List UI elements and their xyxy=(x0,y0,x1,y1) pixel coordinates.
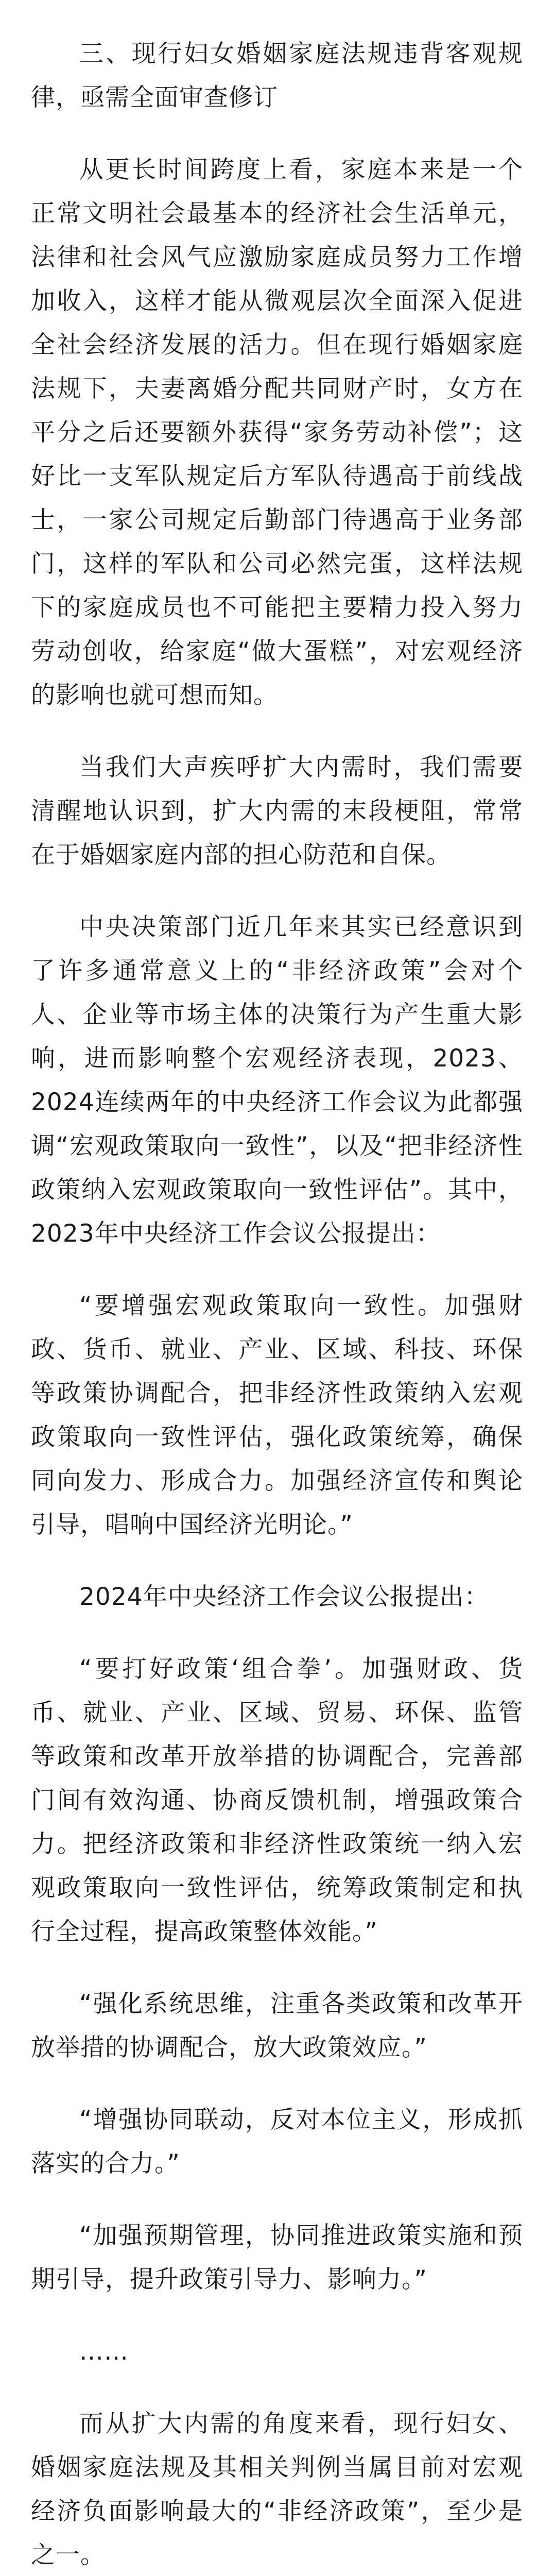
quote-paragraph: “要打好政策‘组合拳’。加强财政、货币、就业、产业、区域、贸易、环保、监管等政策和改革开放举措的协调配合，完善部门间有效沟通、协商反馈机制，增强政策合力。把经济政策和非经济性政策统一纳入宏观政策取向一致性评估，统筹政策制定和执行全过程，提高政策整体效能。” xyxy=(31,1655,523,1946)
quote-paragraph: “增强协同联动，反对本位主义，形成抓落实的合力。” xyxy=(31,2106,523,2178)
paragraph: 而从扩大内需的角度来看，现行妇女、婚姻家庭法规及其相关判例当属目前对宏观经济负面影响最大的“非经济政策”，至少是之一。 xyxy=(31,2410,523,2569)
paragraph: 从更长时间跨度上看，家庭本来是一个正常文明社会最基本的经济社会生活单元，法律和社会风气应激励家庭成员努力工作增加收入，这样才能从微观层次全面深入促进全社会经济发展的活力。但在现行婚姻家庭法规下，夫妻离婚分配共同财产时，女方在平分之后还要额外获得“家务劳动补偿”；这好比一支军队规定后方军队待遇高于前线战士，一家公司规定后勤部门待遇高于业务部门，这样的军队和公司必然完蛋，这样法规下的家庭成员也不可能把主要精力投入努力劳动创收，给家庭“做大蛋糕”，对宏观经济的影响也就可想而知。 xyxy=(31,156,523,709)
paragraph: 2024年中央经济工作会议公报提出： xyxy=(79,1583,489,1611)
quote-paragraph: “加强预期管理，协同推进政策实施和预期引导，提升政策引导力、影响力。” xyxy=(31,2222,523,2294)
paragraph: 当我们大声疾呼扩大内需时，我们需要清醒地认识到，扩大内需的末段梗阻，常常在于婚姻家庭内部的担心防范和自保。 xyxy=(31,753,523,869)
paragraph: 中央决策部门近几年来其实已经意识到了许多通常意义上的“非经济政策”会对个人、企业等市场主体的决策行为产生重大影响，进而影响整个宏观经济表现，2023、2024连续两年的中央经济工作会议为此都强调“宏观政策取向一致性”，以及“把非经济性政策纳入宏观政策取向一致性评估”。其中，2023年中央经济工作会议公报提出： xyxy=(31,913,523,1248)
quote-paragraph: “强化系统思维，注重各类政策和改革开放举措的协调配合，放大政策效应。” xyxy=(31,1990,523,2062)
section-heading: 三、现行妇女婚姻家庭法规违背客观规律，亟需全面审查修订 xyxy=(31,40,523,112)
ellipsis: …… xyxy=(79,2337,129,2366)
quote-paragraph: “要增强宏观政策取向一致性。加强财政、货币、就业、产业、区域、科技、环保等政策协调配合，把非经济性政策纳入宏观政策取向一致性评估，强化政策统筹，确保同向发力、形成合力。加强经济宣传和舆论引导，唱响中国经济光明论。” xyxy=(31,1292,523,1539)
